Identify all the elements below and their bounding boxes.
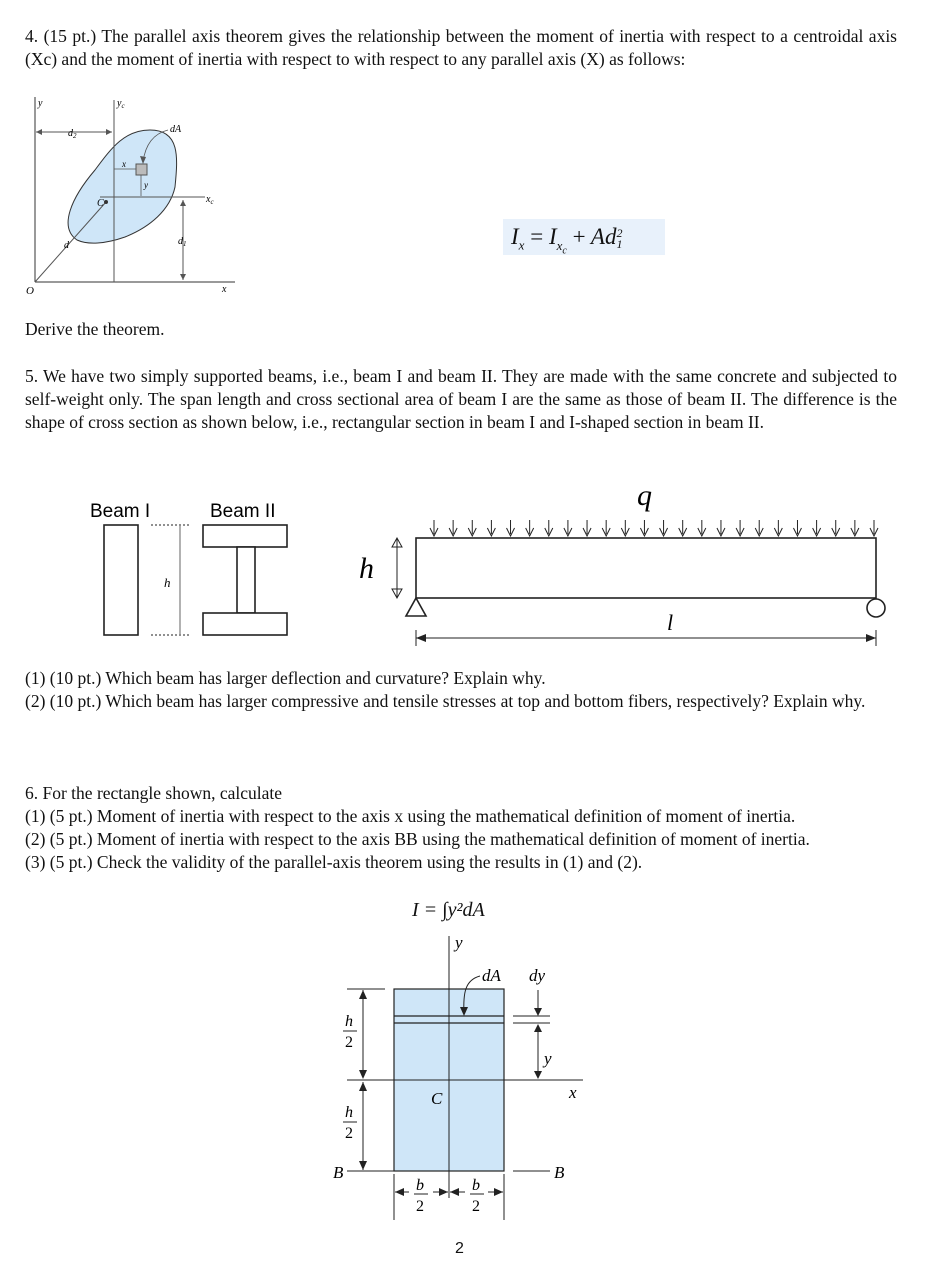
svg-text:d1: $d_1$ bbox=[178, 236, 187, 248]
svg-text:d: d bbox=[64, 240, 69, 251]
page-number: 2 bbox=[455, 1240, 464, 1257]
beam-body bbox=[416, 538, 876, 598]
svg-text:h: h bbox=[345, 1104, 353, 1121]
q4-derive: Derive the theorem. bbox=[25, 319, 165, 339]
rectangle-figure bbox=[325, 928, 595, 1228]
q6-text: 6. For the rectangle shown, calculate (1) (5 pt.) Moment of inertia with respect to the axis x using the mathematical definition of moment of inertia. (2) (5 pt.) Moment of inertia with respect to the axis BB using the mathematical definition of moment of inertia. (3) (5 pt.) Check the validity of the parallel-axis theorem using the results in (1) and (2). bbox=[25, 783, 810, 872]
svg-text:dA: dA bbox=[482, 966, 501, 985]
beam-elevation-figure bbox=[352, 470, 902, 650]
svg-text:h: h bbox=[164, 575, 171, 590]
svg-text:2: 2 bbox=[472, 1198, 480, 1215]
pin-support bbox=[406, 598, 426, 616]
svg-text:y: y bbox=[144, 180, 148, 190]
svg-text:x: x bbox=[569, 1083, 577, 1102]
svg-text:y: y bbox=[544, 1049, 552, 1068]
svg-text:x: x bbox=[122, 159, 126, 169]
i-bottom-flange bbox=[203, 613, 287, 635]
svg-text:dy: dy bbox=[529, 966, 546, 985]
svg-text:2: 2 bbox=[345, 1125, 353, 1142]
svg-text:b: b bbox=[416, 1177, 424, 1194]
svg-text:O: O bbox=[26, 285, 34, 297]
beam-sections-figure bbox=[85, 495, 300, 645]
parallel-axis-formula: $I_x = I_{x_c} + Ad$ 2 1 bbox=[503, 219, 665, 255]
q5-text: 5. We have two simply supported beams, i.e., beam I and beam II. They are made with the same concrete and subjected to self-weight only. The span length and cross sectional area of beam I are the same as those of beam II. The difference is the shape of cross section as shown below, i.e., rectangular section in beam I and I-shaped section in beam II. bbox=[25, 366, 897, 432]
span-l-label: l bbox=[667, 610, 674, 635]
svg-text:h: h bbox=[359, 552, 374, 585]
B-left-label: B bbox=[333, 1163, 344, 1182]
beam-i-label: Beam I bbox=[90, 501, 151, 522]
parallel-axis-figure bbox=[20, 92, 260, 302]
load-q-label: q bbox=[637, 479, 652, 512]
svg-text:xc: $x_c$ bbox=[206, 194, 214, 206]
svg-text:b: b bbox=[472, 1177, 480, 1194]
q6-formula: I = ∫y²dA bbox=[412, 899, 485, 921]
svg-text:x: x bbox=[222, 284, 227, 295]
roller-support bbox=[867, 599, 885, 617]
distributed-load-arrows bbox=[430, 520, 878, 536]
svg-text:dA: dA bbox=[170, 124, 182, 135]
svg-text:yc: $y_c$ bbox=[117, 98, 125, 110]
svg-text:y: y bbox=[455, 933, 463, 952]
q4-text: 4. (15 pt.) The parallel axis theorem gives the relationship between the moment of inertia with respect to a centroidal axis (Xc) and the moment of inertia with respect to with respect to any parallel axis (X) as follows: bbox=[25, 26, 897, 69]
dA-element bbox=[136, 164, 147, 175]
svg-text:2: 2 bbox=[345, 1034, 353, 1051]
beam-ii-label: Beam II bbox=[210, 501, 276, 522]
svg-text:d2: $d_2$ bbox=[68, 128, 77, 140]
rect-section bbox=[104, 525, 138, 635]
B-right-label: B bbox=[554, 1163, 565, 1182]
q5-subquestions: (1) (10 pt.) Which beam has larger deflection and curvature? Explain why. (2) (10 pt.) Which beam has larger compressive and tensile stresses at top and bottom fibers, respectively? Explain why. bbox=[25, 668, 866, 711]
svg-text:2: 2 bbox=[416, 1198, 424, 1215]
svg-text:h: h bbox=[345, 1013, 353, 1030]
i-web bbox=[237, 547, 255, 613]
svg-text:C: C bbox=[97, 198, 104, 209]
svg-text:y: y bbox=[38, 98, 43, 109]
svg-text:C: C bbox=[431, 1089, 443, 1108]
i-top-flange bbox=[203, 525, 287, 547]
